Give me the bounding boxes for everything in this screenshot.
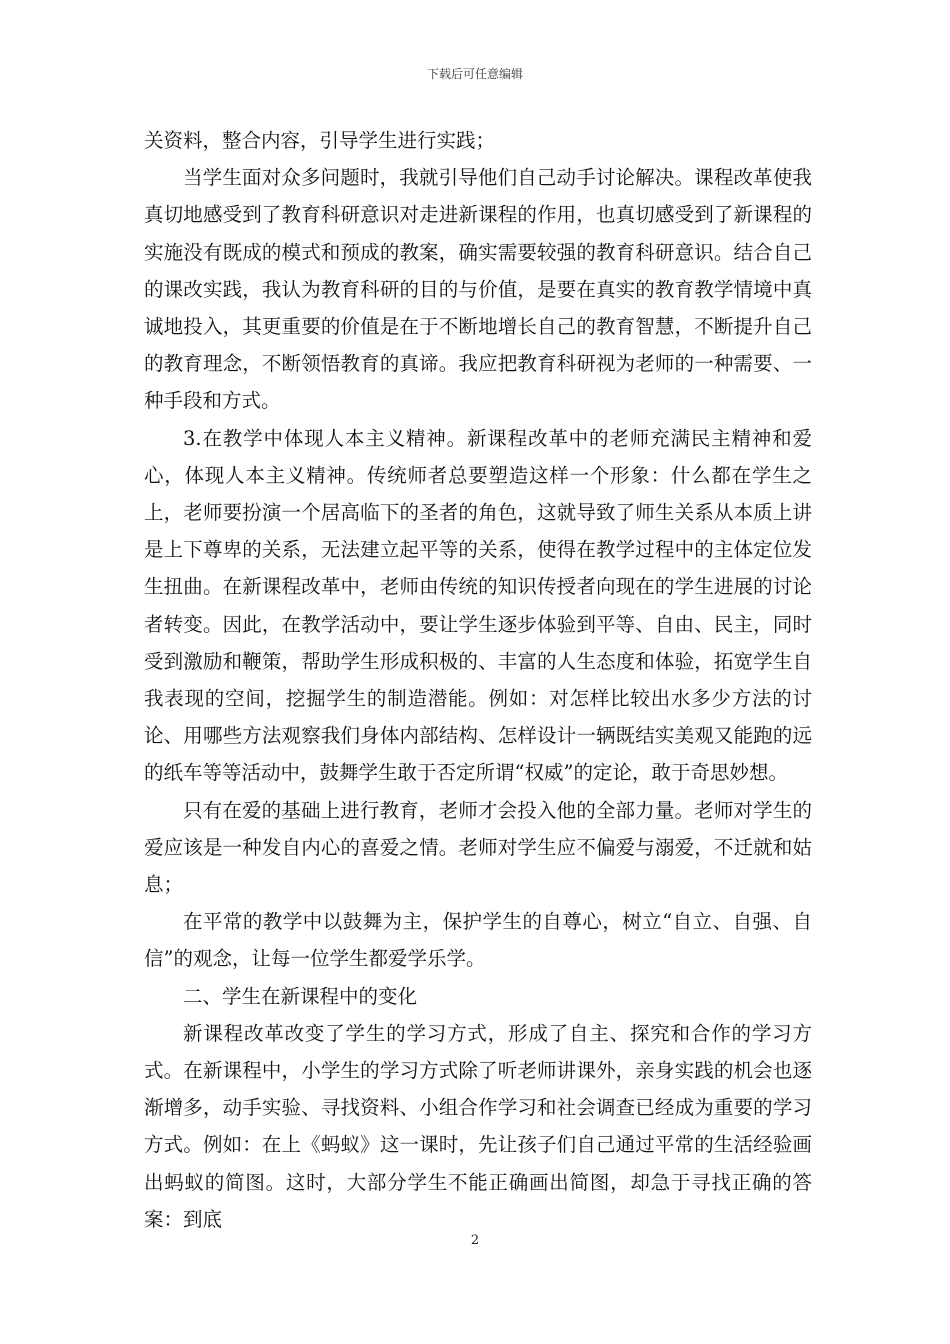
paragraph: 3.在教学中体现人本主义精神。新课程改革中的老师充满民主精神和爱心，体现人本主义精神。传统师者总要塑造这样一个形象：什么都在学生之上，老师要扮演一个居高临下的圣者的角色，这就导致了师生关系从本质上讲是上下尊卑的关系，无法建立起平等的关系，使得在教学过程中的主体定位发生扭曲。在新课程改革中，老师由传统的知识传授者向现在的学生进展的讨论者转变。因此，在教学活动中，要让学生逐步体验到平等、自由、民主，同时受到激励和鞭策，帮助学生形成积极的、丰富的人生态度和体验，拓宽学生自我表现的空间，挖掘学生的制造潜能。例如：对怎样比较出水多少方法的讨论、用哪些方法观察我们身体内部结构、怎样设计一辆既结实美观又能跑的远的纸车等等活动中，鼓舞学生敢于否定所谓“权威”的定论，敢于奇思妙想。 [144,426,812,785]
paragraph: 在平常的教学中以鼓舞为主，保护学生的自尊心，树立“自立、自强、自信”的观念，让每一位学生都爱学乐学。 [144,910,812,971]
paragraph: 只有在爱的基础上进行教育，老师才会投入他的全部力量。老师对学生的爱应该是一种发自内心的喜爱之情。老师对学生应不偏爱与溺爱，不迁就和姑息； [144,798,812,897]
paragraph: 当学生面对众多问题时，我就引导他们自己动手讨论解决。课程改革使我真切地感受到了教育科研意识对走进新课程的作用，也真切感受到了新课程的实施没有既成的模式和预成的教案，确实需要较强的教育科研意识。结合自己的课改实践，我认为教育科研的目的与价值，是要在真实的教育教学情境中真诚地投入，其更重要的价值是在于不断地增长自己的教育智慧，不断提升自己的教育理念，不断领悟教育的真谛。我应把教育科研视为老师的一种需要、一种手段和方式。 [144,166,812,413]
page-header: 下载后可任意编辑 [426,67,523,81]
section-heading: 二、学生在新课程中的变化 [183,984,418,1008]
paragraph: 新课程改革改变了学生的学习方式，形成了自主、探究和合作的学习方式。在新课程中，小学生的学习方式除了听老师讲课外，亲身实践的机会也逐渐增多，动手实验、寻找资料、小组合作学习和社会调查已经成为重要的学习方式。例如：在上《蚂蚁》这一课时，先让孩子们自己通过平常的生活经验画出蚂蚁的简图。这时，大部分学生不能正确画出简图，却急于寻找正确的答案：到底 [144,1021,812,1231]
page-number: 2 [470,1233,480,1248]
paragraph-continuation: 关资料，整合内容，引导学生进行实践； [144,129,496,152]
document-body [144,122,812,1238]
